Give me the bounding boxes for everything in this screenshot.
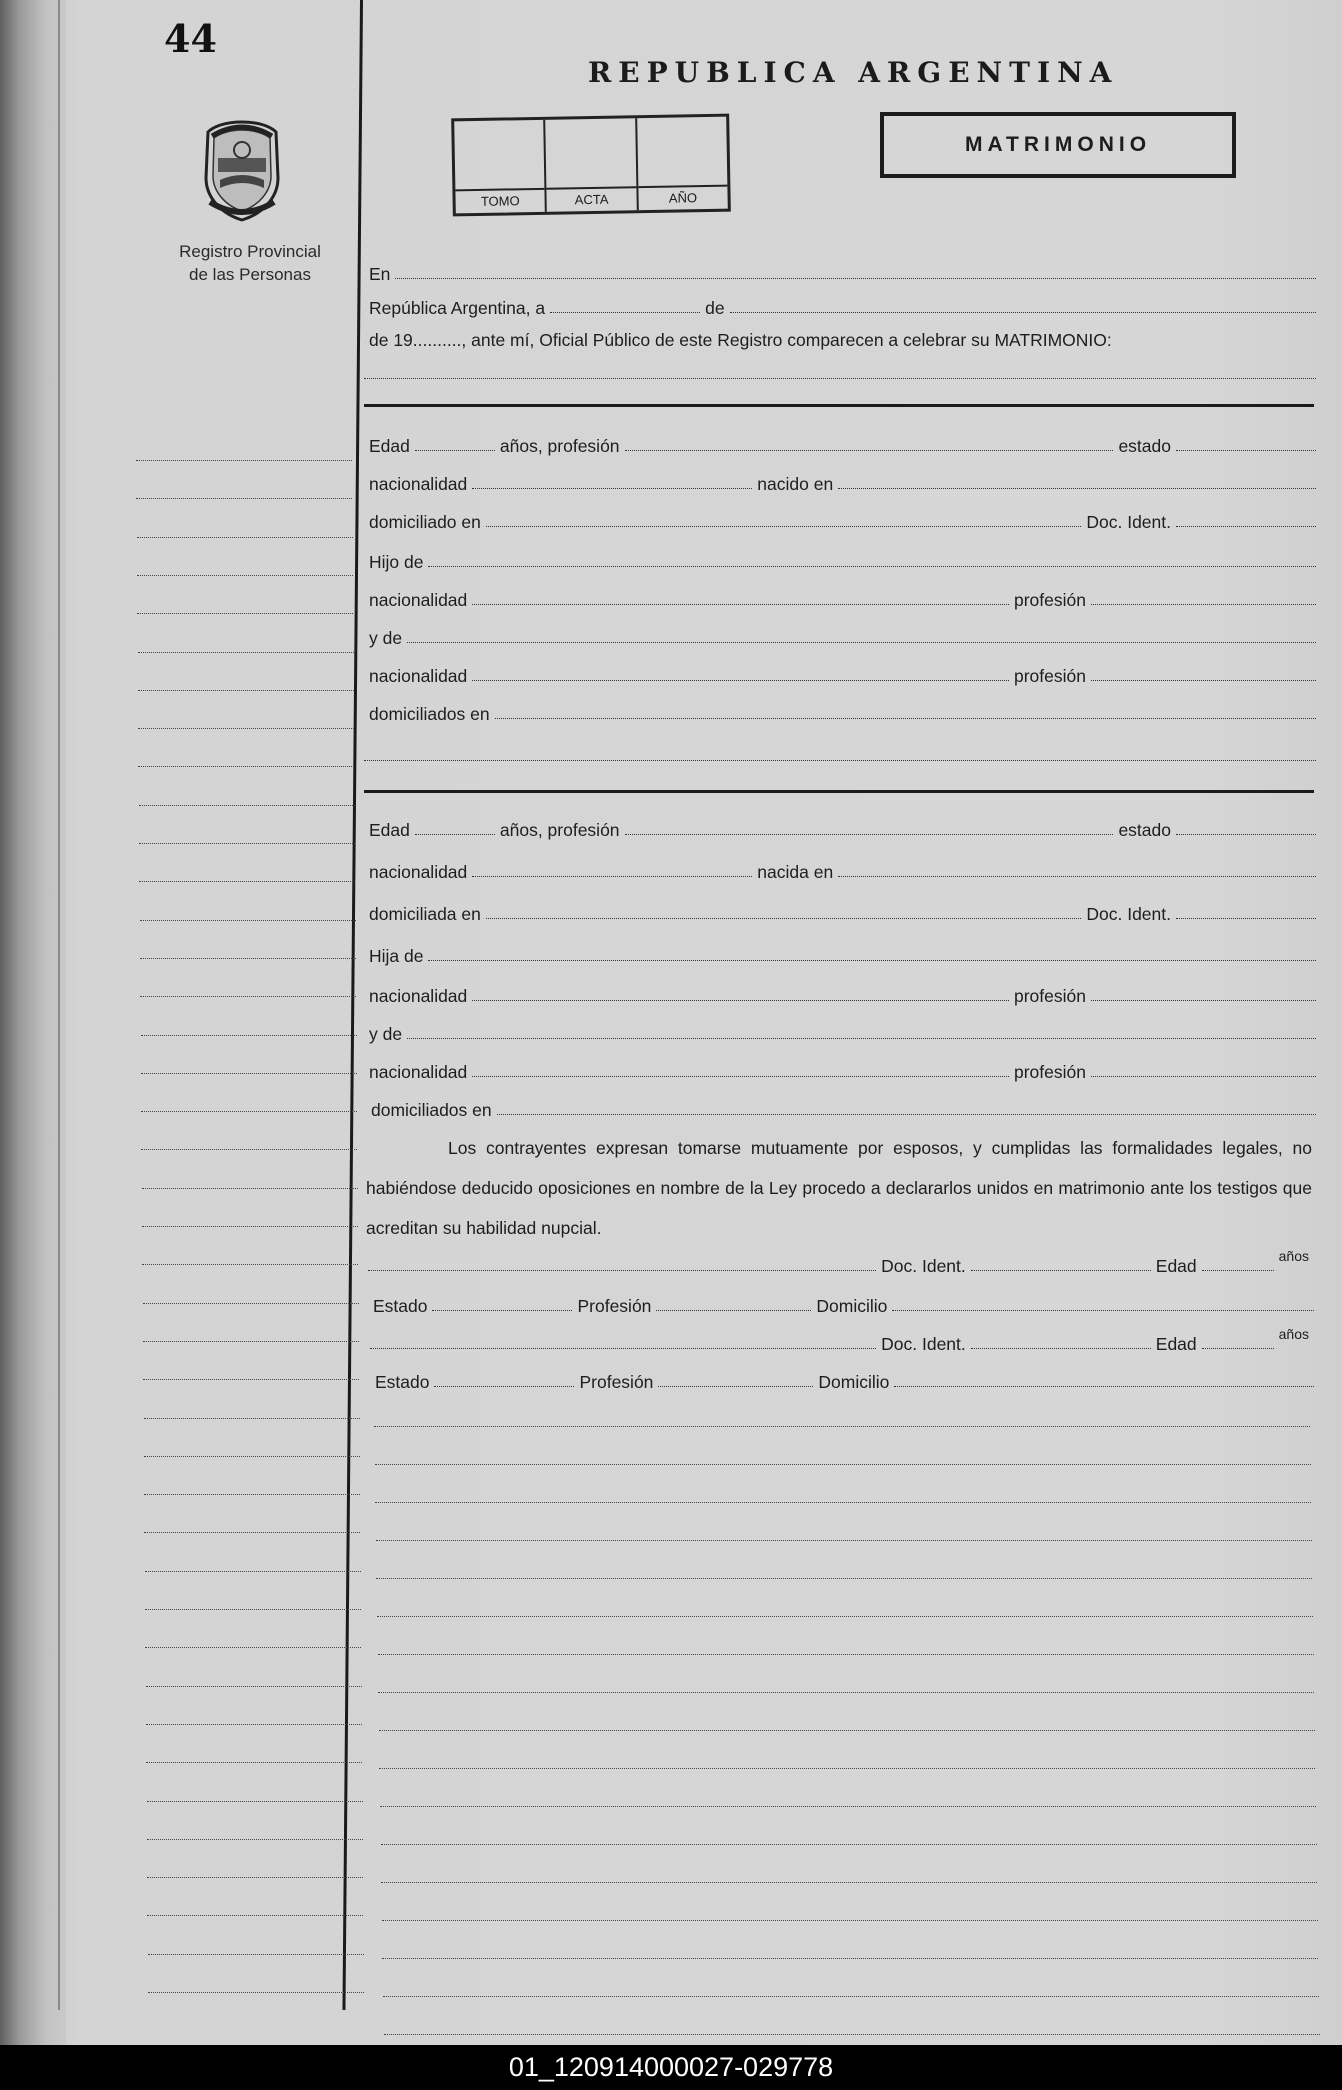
- bride-parents-dom-field[interactable]: [497, 1114, 1316, 1115]
- groom-domicilio-row: [364, 512, 1316, 532]
- groom-parents-dom-label: domiciliados en: [369, 704, 490, 724]
- registry-name: [150, 240, 350, 286]
- republica-label: República Argentina, a: [369, 298, 546, 318]
- groom-nacido-field[interactable]: [838, 488, 1316, 489]
- groom-mother-prof-field[interactable]: [1091, 680, 1316, 681]
- groom-hijo-field[interactable]: [428, 566, 1316, 567]
- groom-edad-row: [364, 436, 1316, 456]
- ano-label: AÑO: [638, 185, 728, 207]
- notes-line[interactable]: [377, 1616, 1313, 1617]
- witness2-edad-field[interactable]: [1202, 1348, 1274, 1349]
- groom-yde-row: [364, 628, 1316, 648]
- groom-edad-label: Edad: [369, 436, 410, 456]
- margin-note-line[interactable]: [145, 1571, 361, 1572]
- margin-note-line[interactable]: [146, 1762, 362, 1763]
- notes-line[interactable]: [382, 1958, 1318, 1959]
- notes-line[interactable]: [381, 1882, 1317, 1883]
- margin-note-line[interactable]: [140, 958, 356, 959]
- section-divider-bride: [364, 790, 1314, 793]
- margin-note-line[interactable]: [140, 920, 356, 921]
- groom-estado-label: estado: [1118, 436, 1171, 456]
- groom-parents-dom-row: [364, 704, 1316, 724]
- margin-note-line[interactable]: [147, 1839, 363, 1840]
- section-divider-groom: [364, 404, 1314, 407]
- groom-nacido-label: nacido en: [757, 474, 834, 494]
- notes-line[interactable]: [376, 1540, 1312, 1541]
- bride-mother-prof-field[interactable]: [1091, 1076, 1316, 1077]
- bride-mother-field[interactable]: [407, 1038, 1316, 1039]
- bride-edad-label: Edad: [369, 820, 410, 840]
- record-number-box: [451, 114, 731, 217]
- witness1-estado-field[interactable]: [432, 1310, 572, 1311]
- margin-note-line[interactable]: [147, 1877, 363, 1878]
- bride-nacida-label: nacida en: [757, 862, 834, 882]
- margin-note-line[interactable]: [143, 1379, 359, 1380]
- margin-note-line[interactable]: [140, 996, 356, 997]
- margin-note-line[interactable]: [137, 537, 353, 538]
- notes-line[interactable]: [378, 1692, 1314, 1693]
- bride-estado-label: estado: [1118, 820, 1171, 840]
- bride-yde-row: [364, 1024, 1316, 1044]
- bride-domicilio-label: domiciliada en: [369, 904, 481, 924]
- groom-nacionalidad-label: nacionalidad: [369, 474, 468, 494]
- de19-label: de 19.........., ante mí, Oficial Público de este Registro comparecen a celebrar su MATRIMONIO:: [369, 330, 1112, 350]
- witness2-anos-label: años: [1278, 1326, 1309, 1342]
- groom-mother-field[interactable]: [407, 642, 1316, 643]
- tomo-label: TOMO: [455, 188, 545, 210]
- margin-note-line[interactable]: [139, 805, 355, 806]
- en-field[interactable]: [395, 278, 1316, 279]
- witness1-estado-label: Estado: [373, 1296, 428, 1316]
- bride-edad-row: [364, 820, 1316, 840]
- en-label: En: [369, 264, 391, 284]
- margin-note-line[interactable]: [148, 1992, 364, 1993]
- margin-note-line[interactable]: [143, 1303, 359, 1304]
- bride-hija-field[interactable]: [428, 960, 1316, 961]
- registry-line-2: de las Personas: [189, 265, 311, 284]
- bride-father-prof-label: profesión: [1014, 986, 1086, 1006]
- bride-nacionalidad-field[interactable]: [472, 876, 752, 877]
- margin-note-line[interactable]: [147, 1801, 363, 1802]
- intro-republica-row: [364, 298, 1316, 318]
- margin-note-line[interactable]: [136, 460, 352, 461]
- groom-father-prof-field[interactable]: [1091, 604, 1316, 605]
- bride-profesion-field[interactable]: [625, 834, 1114, 835]
- notes-line[interactable]: [378, 1654, 1314, 1655]
- bride-mother-prof-label: profesión: [1014, 1062, 1086, 1082]
- bride-parents-dom-row: [366, 1100, 1316, 1120]
- bride-profesion-label: años, profesión: [499, 820, 620, 840]
- margin-note-line[interactable]: [137, 613, 353, 614]
- groom-domicilio-field[interactable]: [486, 526, 1081, 527]
- intro-en-row: [364, 264, 1316, 284]
- header-title: REPUBLICA ARGENTINA: [588, 56, 1119, 89]
- margin-note-line[interactable]: [145, 1647, 361, 1648]
- groom-profesion-field[interactable]: [625, 450, 1114, 451]
- bride-domicilio-row: [364, 904, 1316, 924]
- bride-yde-label: y de: [369, 1024, 403, 1044]
- witness1-name-field[interactable]: [368, 1270, 876, 1271]
- witness2-doc-label: Doc. Ident.: [881, 1334, 966, 1354]
- bride-domicilio-field[interactable]: [486, 918, 1081, 919]
- de-label: de: [705, 298, 725, 318]
- witness1-doc-field[interactable]: [971, 1270, 1151, 1271]
- notes-line[interactable]: [375, 1464, 1311, 1465]
- witness2-detail-row: [370, 1372, 1314, 1392]
- notes-line[interactable]: [380, 1806, 1316, 1807]
- groom-mother-nac-row: [364, 666, 1316, 686]
- witness1-domicilio-field[interactable]: [892, 1310, 1314, 1311]
- groom-mother-prof-label: profesión: [1014, 666, 1086, 686]
- margin-note-line[interactable]: [145, 1609, 361, 1610]
- notes-line[interactable]: [376, 1578, 1312, 1579]
- margin-note-line[interactable]: [144, 1456, 360, 1457]
- margin-note-line[interactable]: [141, 1073, 357, 1074]
- witness2-estado-field[interactable]: [434, 1386, 574, 1387]
- groom-hijo-row: [364, 552, 1316, 572]
- margin-note-line[interactable]: [144, 1418, 360, 1419]
- margin-note-line[interactable]: [146, 1724, 362, 1725]
- book-binding: [0, 0, 66, 2045]
- groom-mother-nac-label: nacionalidad: [369, 666, 468, 686]
- margin-note-line[interactable]: [143, 1341, 359, 1342]
- witness2-domicilio-label: Domicilio: [818, 1372, 890, 1392]
- margin-note-line[interactable]: [139, 843, 355, 844]
- registry-line-1: Registro Provincial: [179, 242, 321, 261]
- margin-note-line[interactable]: [141, 1149, 357, 1150]
- margin-note-line[interactable]: [142, 1226, 358, 1227]
- notes-line[interactable]: [383, 1996, 1319, 1997]
- footer-id: 01_120914000027-029778: [0, 2045, 1342, 2090]
- witness2-profesion-field[interactable]: [658, 1386, 813, 1387]
- margin-note-line[interactable]: [146, 1686, 362, 1687]
- groom-yde-label: y de: [369, 628, 403, 648]
- bride-hija-label: Hija de: [369, 946, 424, 966]
- notes-line[interactable]: [375, 1502, 1311, 1503]
- margin-note-line[interactable]: [138, 766, 354, 767]
- notes-line[interactable]: [379, 1768, 1315, 1769]
- column-divider: [342, 0, 363, 2010]
- margin-note-line[interactable]: [137, 575, 353, 576]
- margin-note-line[interactable]: [142, 1188, 358, 1189]
- provincial-seal-icon: [196, 118, 288, 224]
- witness2-name-row: [370, 1326, 1314, 1354]
- groom-father-prof-label: profesión: [1014, 590, 1086, 610]
- margin-note-line[interactable]: [148, 1954, 364, 1955]
- witness2-edad-label: Edad: [1155, 1334, 1197, 1354]
- notes-line[interactable]: [379, 1730, 1315, 1731]
- bride-parents-dom-label: domiciliados en: [371, 1100, 492, 1120]
- bride-mother-nac-row: [364, 1062, 1316, 1082]
- bride-hija-row: [364, 946, 1316, 966]
- margin-note-line[interactable]: [144, 1532, 360, 1533]
- intro-blank-field[interactable]: [364, 378, 1316, 379]
- margin-note-line[interactable]: [138, 728, 354, 729]
- bride-edad-field[interactable]: [415, 834, 495, 835]
- witness1-edad-label: Edad: [1155, 1256, 1197, 1276]
- bride-father-nac-label: nacionalidad: [369, 986, 468, 1006]
- page-number: 44: [164, 16, 217, 61]
- intro-blank-row: [364, 378, 1316, 384]
- margin-note-line[interactable]: [141, 1035, 357, 1036]
- groom-edad-field[interactable]: [415, 450, 495, 451]
- groom-blank-field[interactable]: [364, 760, 1316, 761]
- intro-de19-row: [364, 330, 1316, 350]
- witness1-domicilio-label: Domicilio: [816, 1296, 888, 1316]
- groom-father-nac-row: [364, 590, 1316, 610]
- declaration-paragraph: Los contrayentes expresan tomarse mutuamente por esposos, y cumplidas las formalidades legales, no habiéndose deducido oposiciones en nombre de la Ley procedo a declararlos unidos en matrimonio ante los testigos que acreditan su habilidad nupcial.: [366, 1138, 1312, 1238]
- groom-estado-field[interactable]: [1176, 450, 1316, 451]
- witness1-profesion-field[interactable]: [656, 1310, 811, 1311]
- groom-doc-field[interactable]: [1176, 526, 1316, 527]
- witness1-profesion-label: Profesión: [577, 1296, 652, 1316]
- groom-parents-dom-field[interactable]: [495, 718, 1316, 719]
- witness1-detail-row: [368, 1296, 1314, 1316]
- groom-doc-label: Doc. Ident.: [1086, 512, 1171, 532]
- groom-father-nac-field[interactable]: [472, 604, 1009, 605]
- day-field[interactable]: [550, 312, 700, 313]
- witness2-name-field[interactable]: [370, 1348, 876, 1349]
- margin-note-line[interactable]: [144, 1494, 360, 1495]
- witness1-doc-label: Doc. Ident.: [881, 1256, 966, 1276]
- witness1-anos-label: años: [1278, 1248, 1309, 1264]
- groom-nacionalidad-row: [364, 474, 1316, 494]
- margin-note-line[interactable]: [136, 498, 352, 499]
- witness2-estado-label: Estado: [375, 1372, 430, 1392]
- margin-note-line[interactable]: [139, 881, 355, 882]
- margin-note-line[interactable]: [141, 1111, 357, 1112]
- record-type-box: MATRIMONIO: [880, 112, 1236, 178]
- notes-line[interactable]: [382, 1920, 1318, 1921]
- bride-nacionalidad-label: nacionalidad: [369, 862, 468, 882]
- bride-mother-nac-label: nacionalidad: [369, 1062, 468, 1082]
- groom-father-nac-label: nacionalidad: [369, 590, 468, 610]
- witness2-domicilio-field[interactable]: [894, 1386, 1314, 1387]
- groom-mother-nac-field[interactable]: [472, 680, 1009, 681]
- bride-mother-nac-field[interactable]: [472, 1076, 1009, 1077]
- bride-nacida-field[interactable]: [838, 876, 1316, 877]
- margin-note-line[interactable]: [147, 1915, 363, 1916]
- groom-blank-row: [364, 760, 1316, 766]
- month-field[interactable]: [730, 312, 1316, 313]
- groom-hijo-label: Hijo de: [369, 552, 424, 572]
- bride-estado-field[interactable]: [1176, 834, 1316, 835]
- groom-nacionalidad-field[interactable]: [472, 488, 752, 489]
- witness1-name-row: [368, 1248, 1314, 1276]
- bride-doc-label: Doc. Ident.: [1086, 904, 1171, 924]
- witness1-edad-field[interactable]: [1202, 1270, 1274, 1271]
- groom-profesion-label: años, profesión: [499, 436, 620, 456]
- margin-note-line[interactable]: [138, 690, 354, 691]
- bride-father-nac-row: [364, 986, 1316, 1006]
- acta-label: ACTA: [547, 186, 637, 208]
- notes-line[interactable]: [381, 1844, 1317, 1845]
- bride-nacionalidad-row: [364, 862, 1316, 882]
- margin-note-line[interactable]: [138, 652, 354, 653]
- notes-line[interactable]: [374, 1426, 1310, 1427]
- notes-line[interactable]: [384, 2034, 1320, 2035]
- bride-father-prof-field[interactable]: [1091, 1000, 1316, 1001]
- witness2-doc-field[interactable]: [971, 1348, 1151, 1349]
- bride-doc-field[interactable]: [1176, 918, 1316, 919]
- groom-domicilio-label: domiciliado en: [369, 512, 481, 532]
- margin-note-line[interactable]: [142, 1264, 358, 1265]
- witness2-profesion-label: Profesión: [579, 1372, 654, 1392]
- bride-father-nac-field[interactable]: [472, 1000, 1009, 1001]
